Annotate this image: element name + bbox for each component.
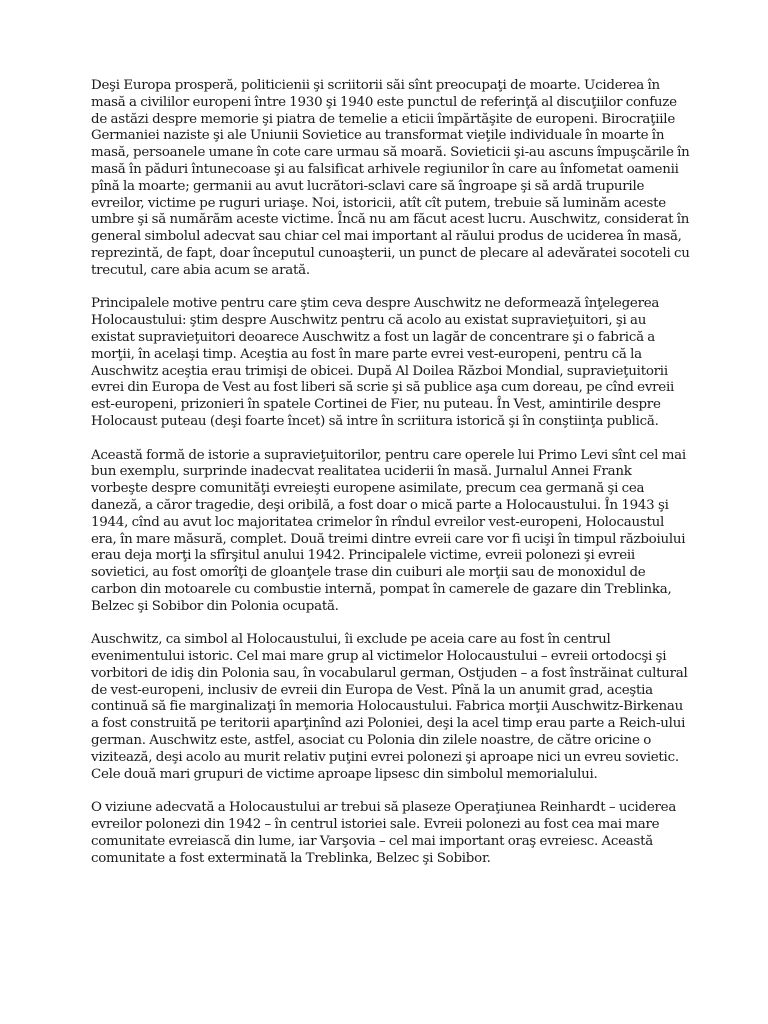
document-page bbox=[91, 78, 691, 884]
paragraph-4: Auschwitz, ca simbol al Holocaustului, îi exclude pe aceia care au fost în centrul evenimentului istoric. Cel mai mare grup al victimelor Holocaustului – evreii ortodocşi şi vorbitori de idiş din Polonia sau, în vocabularul german, Ostjuden – a fost înstrăinat cultural de vest-europeni, inclusiv de evreii din Europa de Vest. Pînă la un anumit grad, aceştia continuă să fie marginalizaţi în memoria Holocaustului. Fabrica morţii Auschwitz-Birkenau a fost construită pe teritorii aparţinînd azi Poloniei, deşi la acel timp erau parte a Reich-ului german. Auschwitz este, astfel, asociat cu Polonia din zilele noastre, de către oricine o vizitează, deşi acolo au murit relativ puţini evrei polonezi şi aproape nici un evreu sovietic. Cele două mari grupuri de victime aproape lipsesc din simbolul memorialului. bbox=[91, 632, 688, 782]
paragraph-5: O viziune adecvată a Holocaustului ar trebui să plaseze Operaţiunea Reinhardt – uciderea evreilor polonezi din 1942 – în centrul istoriei sale. Evreii polonezi au fost cea mai mare comunitate evreiască din lume, iar Varşovia – cel mai important oraş evreiesc. Această comunitate a fost exterminată la Treblinka, Belzec şi Sobibor. bbox=[91, 800, 677, 866]
paragraph-2: Principalele motive pentru care ştim ceva despre Auschwitz ne deformează înţelegerea Holocaustului: ştim despre Auschwitz pentru că acolo au existat supravieţuitori, şi au existat supravieţuitori deoarece Auschwitz a fost un lagăr de concentrare şi o fabrică a morţii, în acelaşi timp. Aceştia au fost în mare parte evrei vest-europeni, pentru că la Auschwitz aceştia erau trimişi de obicei. După Al Doilea Război Mondial, supravieţuitorii evrei din Europa de Vest au fost liberi să scrie şi să publice aşa cum doreau, pe cînd evreii est-europeni, prizonieri în spatele Cortinei de Fier, nu puteau. În Vest, amintirile despre Holocaust puteau (deşi foarte încet) să intre în scriitura istorică şi în conştiinţa publică. bbox=[91, 296, 675, 429]
paragraph-3: Această formă de istorie a supravieţuitorilor, pentru care operele lui Primo Levi sînt cel mai bun exemplu, surprinde inadecvat realitatea uciderii în masă. Jurnalul Annei Frank vorbeşte despre comunităţi evreieşti europene asimilate, precum cea germană şi cea daneză, a căror tragedie, deşi oribilă, a fost doar o mică parte a Holocaustului. În 1943 şi 1944, cînd au avut loc majoritatea crimelor în rîndul evreilor vest-europeni, Holocaustul era, în mare măsură, complet. Două treimi dintre evreii care vor fi ucişi în timpul războiului erau deja morţi la sfîrşitul anului 1942. Principalele victime, evreii polonezi şi evreii sovietici, au fost omorîţi de gloanţele trase din cuiburi ale morţii sau de monoxidul de carbon din motoarele cu combustie internă, pompat în camerele de gazare din Treblinka, Belzec şi Sobibor din Polonia ocupată. bbox=[91, 447, 686, 614]
paragraph-1: Deşi Europa prosperă, politicienii şi scriitorii săi sînt preocupaţi de moarte. Uciderea în masă a civililor europeni între 1930 şi 1940 este punctul de referinţă al discuţiilor confuze de astăzi despre memorie şi piatra de temelie a eticii împărtăşite de europeni. Birocraţiile Germaniei naziste şi ale Uniunii Sovietice au transformat vieţile individuale în moarte în masă, persoanele umane în cote care urmau să moară. Sovieticii şi-au ascuns împuşcările în masă în păduri întunecoase şi au falsificat arhivele regiunilor în care au înfometat oamenii pînă la moarte; germanii au avut lucrători-sclavi care să îngroape şi să ardă trupurile evreilor, victime pe ruguri uriaşe. Noi, istoricii, atît cît putem, trebuie să luminăm aceste umbre şi să numărăm aceste victime. Încă nu am făcut acest lucru. Auschwitz, considerat în general simbolul adecvat sau chiar cel mai important al răului produs de uciderea în masă, reprezintă, de fapt, doar începutul cunoaşterii, un punct de plecare al adevăratei socoteli cu trecutul, care abia acum se arată. bbox=[91, 78, 690, 278]
